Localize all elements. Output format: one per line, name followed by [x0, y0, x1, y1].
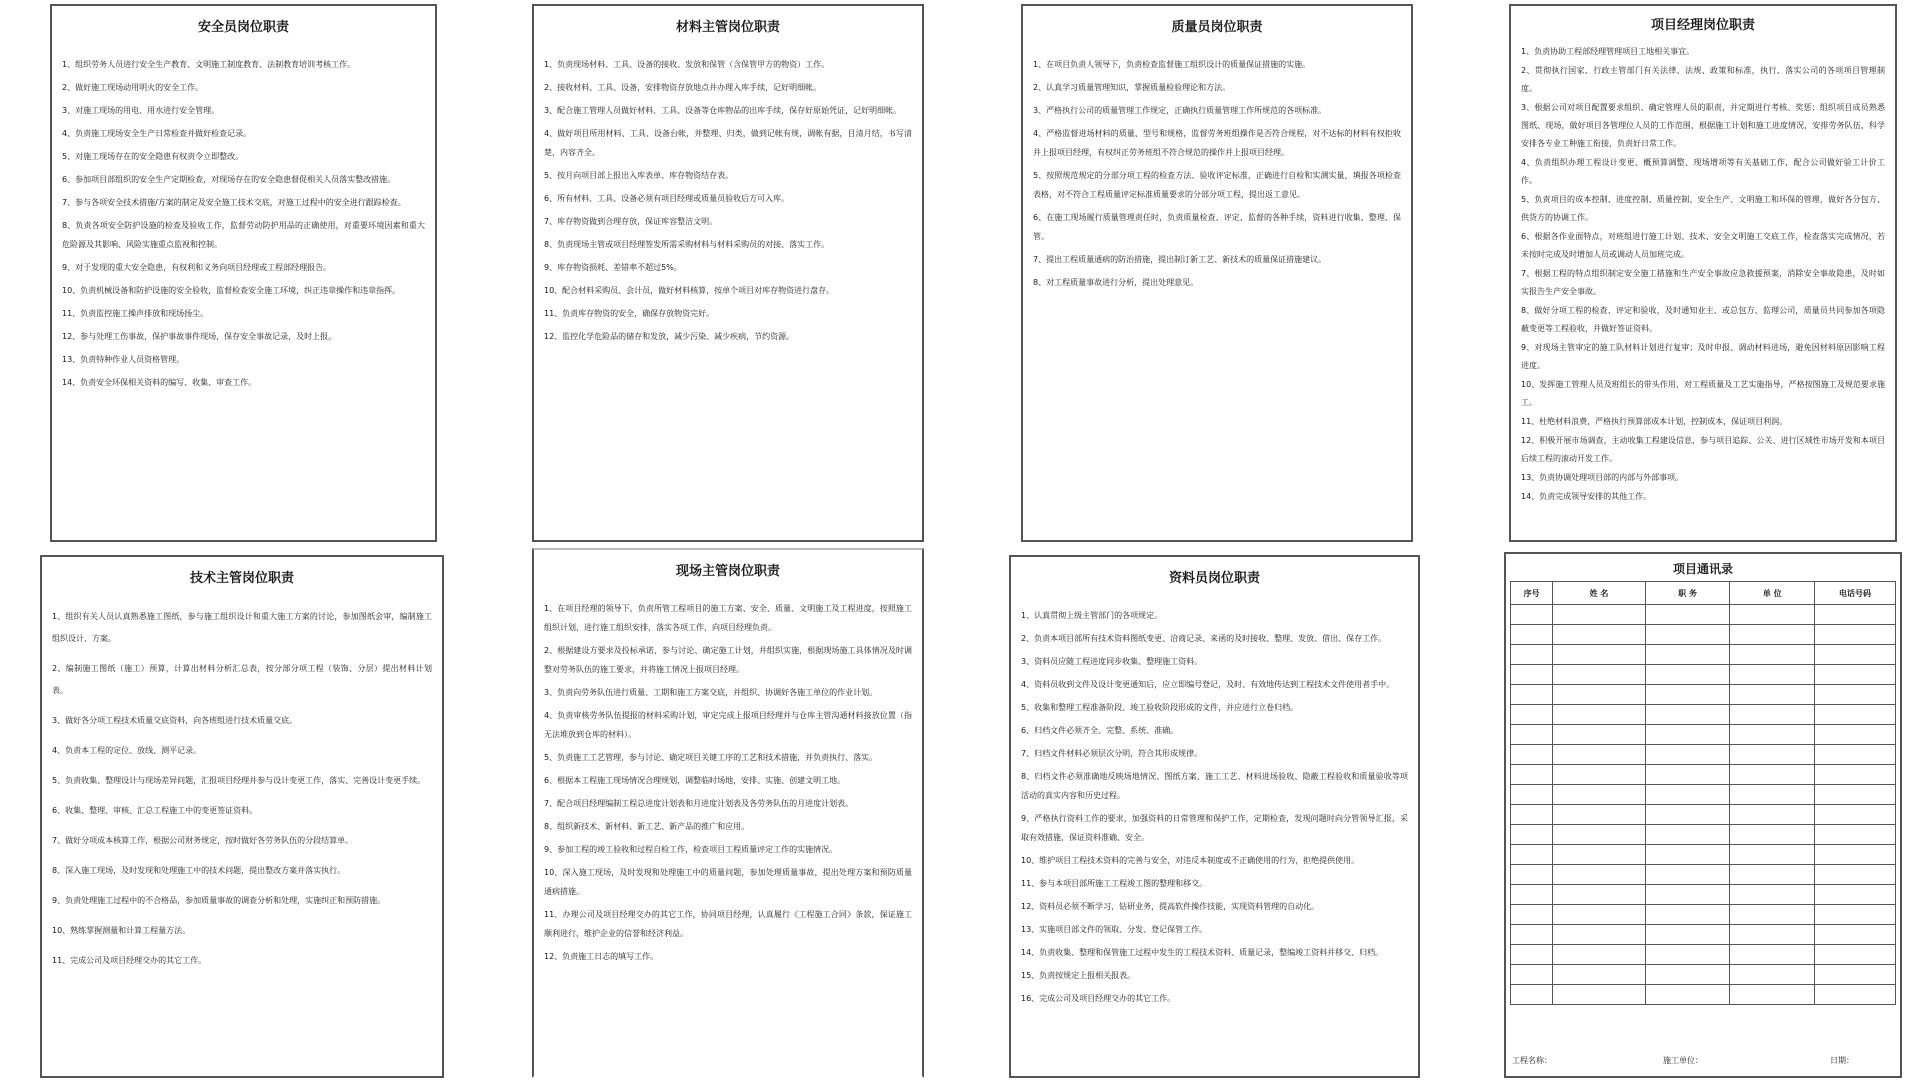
duty-item: 1、在项目经理的领导下，负责所管工程项目的施工方案、安全、质量、文明施工及工程进度，按照施工组织计划，进行施工组织安排，落实各项工作，向项目经理负责。 — [544, 604, 912, 632]
table-cell — [1511, 905, 1553, 925]
duty-item: 10、负责机械设备和防护设施的安全验收，监督检查安全施工环境，纠正违章操作和违章指挥。 — [62, 286, 401, 295]
duty-item: 1、组织劳务人员进行安全生产教育、文明施工制度教育、法制教育培训考核工作。 — [62, 60, 356, 69]
table-cell — [1511, 705, 1553, 725]
table-cell — [1553, 705, 1645, 725]
duty-item: 7、参与各项安全技术措施/方案的制定及安全施工技术交底，对施工过程中的安全进行跟踪检查。 — [62, 198, 406, 207]
table-row — [1511, 845, 1896, 865]
table-cell — [1645, 945, 1730, 965]
table-cell — [1815, 685, 1896, 705]
duty-item: 5、负责收集、整理设计与现场差异问题，汇报项目经理并参与设计变更工作，落实、完善设计变更手续。 — [52, 776, 426, 785]
table-cell — [1815, 705, 1896, 725]
duty-item: 9、库存物资损耗、差错率不超过5%。 — [544, 263, 682, 272]
duty-item: 5、负责施工工艺管理，参与讨论、确定项目关键工序的工艺和技术措施，并负责执行、落实。 — [544, 753, 878, 762]
table-cell — [1645, 885, 1730, 905]
table-cell — [1645, 685, 1730, 705]
duty-item: 8、对工程质量事故进行分析，提出处理意见。 — [1033, 278, 1199, 287]
duty-item: 11、办理公司及项目经理交办的其它工作，协同项目经理，认真履行《工程施工合同》条款，保证施工顺利进行，维护企业的信誉和经济利益。 — [544, 910, 912, 938]
duty-item: 8、做好分项工程的检查、评定和验收，及时通知业主、或总包方、监理公司，质量员共同参加各项隐蔽变更等工程验收，并做好签证资料。 — [1521, 306, 1885, 333]
table-cell — [1730, 645, 1815, 665]
duty-item: 14、负责完成领导安排的其他工作。 — [1521, 492, 1652, 501]
duty-item: 11、负责监控施工操声排放和现场扬尘。 — [62, 309, 209, 318]
duty-item: 11、负责库存物资的安全，确保存放物资完好。 — [544, 309, 715, 318]
sheet-quality-officer — [1021, 4, 1413, 542]
table-cell — [1645, 665, 1730, 685]
sheet-material-supervisor — [532, 4, 924, 542]
duty-item: 11、参与本项目部所施工工程竣工图的整理和移交。 — [1021, 879, 1208, 888]
duty-item: 6、在施工现场履行质量管理责任时，负责质量检查、评定、监督的各种手续，资料进行收集、整理、保管。 — [1033, 213, 1401, 241]
col-header-unit: 单 位 — [1730, 582, 1815, 605]
table-cell — [1511, 965, 1553, 985]
table-row — [1511, 665, 1896, 685]
contact-table-header — [1511, 582, 1896, 605]
table-cell — [1553, 765, 1645, 785]
table-cell — [1645, 605, 1730, 625]
table-cell — [1645, 905, 1730, 925]
table-row — [1511, 685, 1896, 705]
table-cell — [1553, 725, 1645, 745]
duty-list — [1011, 606, 1418, 1008]
table-cell — [1730, 925, 1815, 945]
table-cell — [1511, 725, 1553, 745]
table-cell — [1645, 825, 1730, 845]
table-cell — [1553, 685, 1645, 705]
table-cell — [1553, 925, 1645, 945]
table-cell — [1815, 785, 1896, 805]
duty-item: 7、库存物资做到合理存放，保证库容整洁文明。 — [544, 217, 718, 226]
table-cell — [1553, 965, 1645, 985]
table-cell — [1511, 665, 1553, 685]
table-cell — [1815, 965, 1896, 985]
table-cell — [1730, 885, 1815, 905]
sheet-contact-list — [1504, 552, 1902, 1078]
duty-item: 9、对于发现的重大安全隐患，有权利和义务向项目经理或工程部经理报告。 — [62, 263, 332, 272]
table-cell — [1553, 985, 1645, 1005]
duty-item: 7、配合项目经理编制工程总进度计划表和月进度计划表及各劳务队伍的月进度计划表。 — [544, 799, 854, 808]
table-row — [1511, 785, 1896, 805]
duty-item: 11、完成公司及项目经理交办的其它工作。 — [52, 956, 207, 965]
duty-item: 10、深入施工现场，及时发现和处理施工中的质量问题，参加处理质量事故，提出处理方案和预防质量通病措施。 — [544, 868, 912, 896]
duty-item: 12、积极开展市场调查，主动收集工程建设信息，参与项目追踪、公关、进行区域性市场开发和本项目后续工程的滚动开发工作。 — [1521, 436, 1885, 463]
table-cell — [1511, 605, 1553, 625]
duty-item: 2、负责本项目部所有技术资料图纸变更、洽商记录、来函的及时接收、整理、发放、借出、保存工作。 — [1021, 634, 1387, 643]
duty-item: 5、按照规范规定的分部分项工程的检查方法、验收评定标准，正确进行自检和实测实量，填报各项检查表格，对不符合工程质量评定标准质量要求的分部分项工程，提出返工意见。 — [1033, 171, 1401, 199]
duty-item: 14、负责安全环保相关资料的编写、收集、审查工作。 — [62, 378, 257, 387]
duty-item: 10、发挥施工管理人员及班组长的带头作用，对工程质量及工艺实施指导，严格按图施工及规范要求施工。 — [1521, 380, 1885, 407]
contact-table-body — [1511, 605, 1896, 1005]
duty-item: 5、负责项目的成本控制、进度控制、质量控制、安全生产、文明施工和环保的管理，做好各分包方、供货方的协调工作。 — [1521, 195, 1885, 222]
duty-list — [52, 55, 435, 392]
table-cell — [1730, 705, 1815, 725]
sheet-title: 材料主管岗位职责 — [675, 20, 780, 35]
table-cell — [1730, 845, 1815, 865]
duty-item: 2、贯彻执行国家、行政主管部门有关法律、法规、政策和标准，执行、落实公司的各项项目管理制度。 — [1521, 66, 1885, 93]
table-cell — [1645, 725, 1730, 745]
duty-item: 12、监控化学危险品的储存和发放，减少污染、减少疾病，节约资源。 — [544, 332, 795, 341]
footer-project-name: 工程名称： — [1512, 1056, 1552, 1065]
duty-item: 13、负责特种作业人员资格管理。 — [62, 355, 185, 364]
table-cell — [1511, 785, 1553, 805]
duty-item: 12、资料员必须不断学习，钻研业务，提高软件操作技能，实现资料管理的自动化。 — [1021, 902, 1320, 911]
table-cell — [1815, 645, 1896, 665]
duty-item: 8、负责各项安全防护设施的检查及验收工作，监督劳动防护用品的正确使用，对重要环境因素和重大危险源及其影响、风险实施重点监视和控制。 — [62, 221, 425, 249]
contact-list-footer — [1512, 1055, 1894, 1066]
table-cell — [1645, 965, 1730, 985]
table-cell — [1511, 885, 1553, 905]
table-cell — [1553, 885, 1645, 905]
sheet-title: 质量员岗位职责 — [1171, 20, 1263, 35]
table-cell — [1815, 665, 1896, 685]
table-row — [1511, 745, 1896, 765]
table-row — [1511, 765, 1896, 785]
table-cell — [1553, 805, 1645, 825]
duty-item: 1、认真贯彻上级主管部门的各项规定。 — [1021, 611, 1163, 620]
col-header-index: 序号 — [1511, 582, 1553, 605]
sheet-title: 项目经理岗位职责 — [1650, 18, 1755, 33]
table-cell — [1511, 845, 1553, 865]
table-cell — [1553, 845, 1645, 865]
table-cell — [1730, 865, 1815, 885]
duty-item: 2、编制施工图纸（施工）预算，计算出材料分析汇总表，按分部分项工程（装饰、分层）提出材料计划表。 — [52, 664, 432, 695]
table-cell — [1815, 865, 1896, 885]
table-cell — [1553, 865, 1645, 885]
table-cell — [1511, 745, 1553, 765]
table-row — [1511, 925, 1896, 945]
duty-item: 9、对现场主管审定的施工队材料计划进行复审；及时申报、调动材料进场，避免因材料原因影响工程进度。 — [1521, 343, 1885, 370]
table-cell — [1730, 985, 1815, 1005]
table-cell — [1645, 705, 1730, 725]
table-cell — [1730, 625, 1815, 645]
contact-list-title: 项目通讯录 — [1672, 562, 1733, 576]
duty-item: 8、负责现场主管或项目经理签发所需采购材料与材料采购员的对接、落实工作。 — [544, 240, 830, 249]
duty-item: 4、资料员收到文件及设计变更通知后，应立即编号登记，及时、有效地传达到工程技术文件使用者手中。 — [1021, 680, 1395, 689]
table-cell — [1645, 845, 1730, 865]
duty-item: 13、实施项目部文件的领取、分发、登记保管工作。 — [1021, 925, 1208, 934]
table-cell — [1553, 605, 1645, 625]
table-cell — [1730, 805, 1815, 825]
table-cell — [1815, 625, 1896, 645]
table-cell — [1815, 905, 1896, 925]
table-cell — [1511, 865, 1553, 885]
table-cell — [1730, 945, 1815, 965]
table-cell — [1553, 745, 1645, 765]
duty-item: 6、根据各作业面特点，对班组进行施工计划、技术、安全文明施工交底工作，检查落实完成情况，若未按时完成及时增加人员或调动人员加班完成。 — [1521, 232, 1885, 259]
duty-item: 6、收集、整理、审核、汇总工程施工中的变更签证资料。 — [52, 806, 258, 815]
duty-item: 8、深入施工现场，及时发现和处理施工中的技术问题，提出整改方案并落实执行。 — [52, 866, 346, 875]
sheet-technical-supervisor — [40, 555, 444, 1078]
table-row — [1511, 805, 1896, 825]
table-cell — [1511, 985, 1553, 1005]
table-cell — [1645, 765, 1730, 785]
table-cell — [1730, 605, 1815, 625]
table-row — [1511, 865, 1896, 885]
duty-item: 9、参加工程的竣工验收和过程自检工作，检查项目工程质量评定工作的实施情况。 — [544, 845, 838, 854]
table-row — [1511, 825, 1896, 845]
table-row — [1511, 985, 1896, 1005]
duty-item: 3、根据公司对项目配置要求组织、确定管理人员的职责，并定期进行考核、奖惩；组织项目成员熟悉图纸、现场，做好项目各管理位人员的工作范围，根据施工计划和施工进度情况，安排劳务队伍，科学安排各专业工种施工衔接，负责好日常工作。 — [1521, 103, 1885, 148]
duty-item: 3、负责向劳务队伍进行质量、工期和施工方案交底，并组织、协调好各施工单位的作业计划。 — [544, 688, 878, 697]
duty-item: 4、做好项目所用材料、工具、设备台帐，并整理、归类，做到记帐有规，调帐有据，目清月结，书写清楚，内容齐全。 — [544, 129, 912, 157]
table-row — [1511, 725, 1896, 745]
table-cell — [1553, 785, 1645, 805]
table-cell — [1730, 905, 1815, 925]
duty-item: 3、资料员应随工程进度同步收集、整理施工资料。 — [1021, 657, 1203, 666]
duty-item: 2、认真学习质量管理知识，掌握质量检验理论和方法。 — [1033, 83, 1231, 92]
col-header-phone: 电话号码 — [1815, 582, 1896, 605]
duty-item: 12、参与处理工伤事故，保护事故事件现场，保存安全事故记录，及时上报。 — [62, 332, 337, 341]
col-header-position: 职 务 — [1645, 582, 1730, 605]
sheet-site-supervisor — [532, 548, 924, 1078]
table-row — [1511, 885, 1896, 905]
table-cell — [1730, 745, 1815, 765]
contact-table — [1510, 581, 1896, 1005]
table-cell — [1730, 725, 1815, 745]
duty-item: 6、所有材料、工具、设备必须有项目经理或质量员验收后方可入库。 — [544, 194, 790, 203]
table-cell — [1553, 645, 1645, 665]
table-cell — [1645, 805, 1730, 825]
duty-item: 3、做好各分项工程技术质量交底资料，向各班组进行技术质量交底。 — [52, 716, 298, 725]
table-cell — [1730, 765, 1815, 785]
table-cell — [1553, 945, 1645, 965]
duty-item: 4、负责施工现场安全生产日常检查并做好检查记录。 — [62, 129, 252, 138]
duty-item: 1、负责现场材料、工具、设备的接收、发放和保管（含保管甲方的物资）工作。 — [544, 60, 830, 69]
table-cell — [1815, 745, 1896, 765]
table-cell — [1815, 945, 1896, 965]
duty-item: 11、杜绝材料浪费，严格执行预算部成本计划，控制成本，保证项目利润。 — [1521, 417, 1788, 426]
table-cell — [1815, 725, 1896, 745]
duty-item: 14、负责收集、整理和保管施工过程中发生的工程技术资料、质量记录，整编竣工资料并移交、归档。 — [1021, 948, 1384, 957]
duty-list — [42, 606, 442, 972]
duty-item: 7、归档文件材料必须层次分明，符合其形成规律。 — [1021, 749, 1203, 758]
sheet-title: 资料员岗位职责 — [1168, 571, 1260, 586]
table-cell — [1730, 665, 1815, 685]
table-cell — [1511, 685, 1553, 705]
table-cell — [1511, 805, 1553, 825]
table-cell — [1815, 925, 1896, 945]
table-cell — [1730, 965, 1815, 985]
table-cell — [1815, 845, 1896, 865]
table-cell — [1730, 825, 1815, 845]
table-cell — [1553, 825, 1645, 845]
table-row — [1511, 645, 1896, 665]
duty-item: 7、提出工程质量通病的防治措施，提出制订新工艺、新技术的质量保证措施建议。 — [1033, 255, 1327, 264]
duty-item: 8、归档文件必须准确地反映场地情况、图纸方案、施工工艺、材料进场验收、隐蔽工程验收和质量验收等项活动的真实内容和历史过程。 — [1021, 772, 1408, 800]
table-cell — [1511, 825, 1553, 845]
table-cell — [1815, 605, 1896, 625]
duty-item: 15、负责按规定上报相关报表。 — [1021, 971, 1136, 980]
footer-date: 日期： — [1830, 1056, 1854, 1065]
sheet-records-officer — [1009, 555, 1420, 1078]
duty-item: 9、严格执行资料工作的要求，加强资料的日常管理和保护工作，定期检查，发现问题时向分管领导汇报，采取有效措施，保证资料准确、安全。 — [1021, 814, 1408, 842]
table-row — [1511, 625, 1896, 645]
duty-item: 4、负责本工程的定位、放线、测平记录。 — [52, 746, 202, 755]
duty-list — [1023, 55, 1411, 292]
table-cell — [1645, 745, 1730, 765]
duty-list — [1511, 43, 1895, 506]
sheet-title: 安全员岗位职责 — [197, 20, 289, 35]
duty-item: 1、组织有关人员认真熟悉施工图纸，参与施工组织设计和重大施工方案的讨论，参加图纸会审，编制施工组织设计、方案。 — [52, 612, 432, 643]
table-row — [1511, 605, 1896, 625]
table-cell — [1645, 645, 1730, 665]
table-cell — [1815, 765, 1896, 785]
table-cell — [1553, 905, 1645, 925]
duty-item: 5、收集和整理工程准备阶段、竣工验收阶段形成的文件，并应进行立卷归档。 — [1021, 703, 1299, 712]
table-row — [1511, 705, 1896, 725]
table-cell — [1815, 885, 1896, 905]
table-cell — [1730, 785, 1815, 805]
sheet-title: 现场主管岗位职责 — [675, 564, 780, 579]
duty-item: 2、接收材料、工具、设备，安排物资存放地点并办理入库手续，记好明细帐。 — [544, 83, 822, 92]
col-header-name: 姓 名 — [1553, 582, 1645, 605]
table-cell — [1511, 925, 1553, 945]
table-cell — [1815, 825, 1896, 845]
duty-list — [534, 599, 922, 966]
duty-item: 12、负责施工日志的填写工作。 — [544, 952, 659, 961]
duty-item: 7、根据工程的特点组织制定安全施工措施和生产安全事故应急救援预案，消除安全事故隐患，及时如实报告生产安全事故。 — [1521, 269, 1885, 296]
table-cell — [1511, 945, 1553, 965]
table-row — [1511, 945, 1896, 965]
sheet-title: 技术主管岗位职责 — [189, 571, 294, 586]
table-row — [1511, 965, 1896, 985]
duty-item: 6、归档文件必须齐全、完整、系统、准确。 — [1021, 726, 1179, 735]
table-cell — [1815, 985, 1896, 1005]
footer-contractor: 施工单位： — [1663, 1056, 1703, 1065]
duty-item: 2、根据建设方要求及投标承诺，参与讨论、确定施工计划，并组织实施，根据现场施工具体情况及时调整对劳务队伍的施工要求，并将施工情况上报项目经理。 — [544, 646, 912, 674]
duty-item: 5、对施工现场存在的安全隐患有权责令立即整改。 — [62, 152, 244, 161]
table-cell — [1645, 785, 1730, 805]
duty-item: 3、配合施工管理人员做好材料、工具、设备等仓库物品的出库手续，保存好原始凭证，记好明细帐。 — [544, 106, 902, 115]
duty-item: 4、负责组织办理工程设计变更、概预算调整、现场增项等有关基础工作，配合公司做好验工计价工作。 — [1521, 158, 1885, 185]
table-cell — [1730, 685, 1815, 705]
table-cell — [1645, 865, 1730, 885]
duty-item: 16、完成公司及项目经理交办的其它工作。 — [1021, 994, 1176, 1003]
duty-item: 1、在项目负责人领导下，负责检查监督施工组织设计的质量保证措施的实施。 — [1033, 60, 1311, 69]
duty-item: 6、根据本工程施工现场情况合理规划，调整临时场地，安排、实施、创建文明工地。 — [544, 776, 846, 785]
duty-item: 4、负责审核劳务队伍提报的材料采购计划，审定完成上报项目经理并与仓库主管沟通材料接放位置（指无法堆放到仓库的材料）。 — [544, 711, 912, 739]
table-cell — [1511, 625, 1553, 645]
duty-item: 8、组织新技术、新材料、新工艺、新产品的推广和应用。 — [544, 822, 750, 831]
duty-item: 10、熟练掌握测量和计算工程量方法。 — [52, 926, 191, 935]
duty-item: 1、负责协助工程部经理管理项目工地相关事宜。 — [1521, 47, 1695, 56]
duty-item: 4、严格监督进场材料的质量、型号和规格，监督劳务班组操作是否符合规程，对不达标的材料有权拒收并上报项目经理，有权纠正劳务班组不符合规范的操作并上报项目经理。 — [1033, 129, 1401, 157]
table-cell — [1553, 625, 1645, 645]
table-cell — [1645, 985, 1730, 1005]
table-cell — [1645, 925, 1730, 945]
duty-item: 9、负责处理施工过程中的不合格品，参加质量事故的调查分析和处理，实施纠正和预防措施。 — [52, 896, 386, 905]
duty-item: 10、配合材料采购员、会计员，做好材料核算，按单个项目对库存物资进行盘存。 — [544, 286, 835, 295]
duty-item: 7、做好分项成本核算工作，根据公司财务规定，按时做好各劳务队伍的分段结算单。 — [52, 836, 354, 845]
duty-list — [534, 55, 922, 346]
duty-item: 2、做好施工现场动用明火的安全工作。 — [62, 83, 204, 92]
table-cell — [1511, 765, 1553, 785]
duty-item: 5、按月向项目部上报出入库表单、库存物资结存表。 — [544, 171, 734, 180]
sheet-project-manager — [1509, 4, 1897, 542]
duty-item: 10、维护项目工程技术资料的完善与安全，对违反本制度或不正确使用的行为，拒绝提供使用。 — [1021, 856, 1360, 865]
table-row — [1511, 905, 1896, 925]
sheet-safety-officer — [50, 4, 437, 542]
table-cell — [1511, 645, 1553, 665]
table-cell — [1815, 805, 1896, 825]
duty-item: 3、严格执行公司的质量管理工作规定，正确执行质量管理工作所规范的各项标准。 — [1033, 106, 1327, 115]
duty-item: 3、对施工现场的用电、用水进行安全管理。 — [62, 106, 220, 115]
table-cell — [1553, 665, 1645, 685]
duty-item: 6、参加项目部组织的安全生产定期检查，对现场存在的安全隐患督促相关人员落实整改措施。 — [62, 175, 396, 184]
duty-item: 13、负责协调处理项目部的内部与外部事项。 — [1521, 473, 1684, 482]
table-cell — [1645, 625, 1730, 645]
